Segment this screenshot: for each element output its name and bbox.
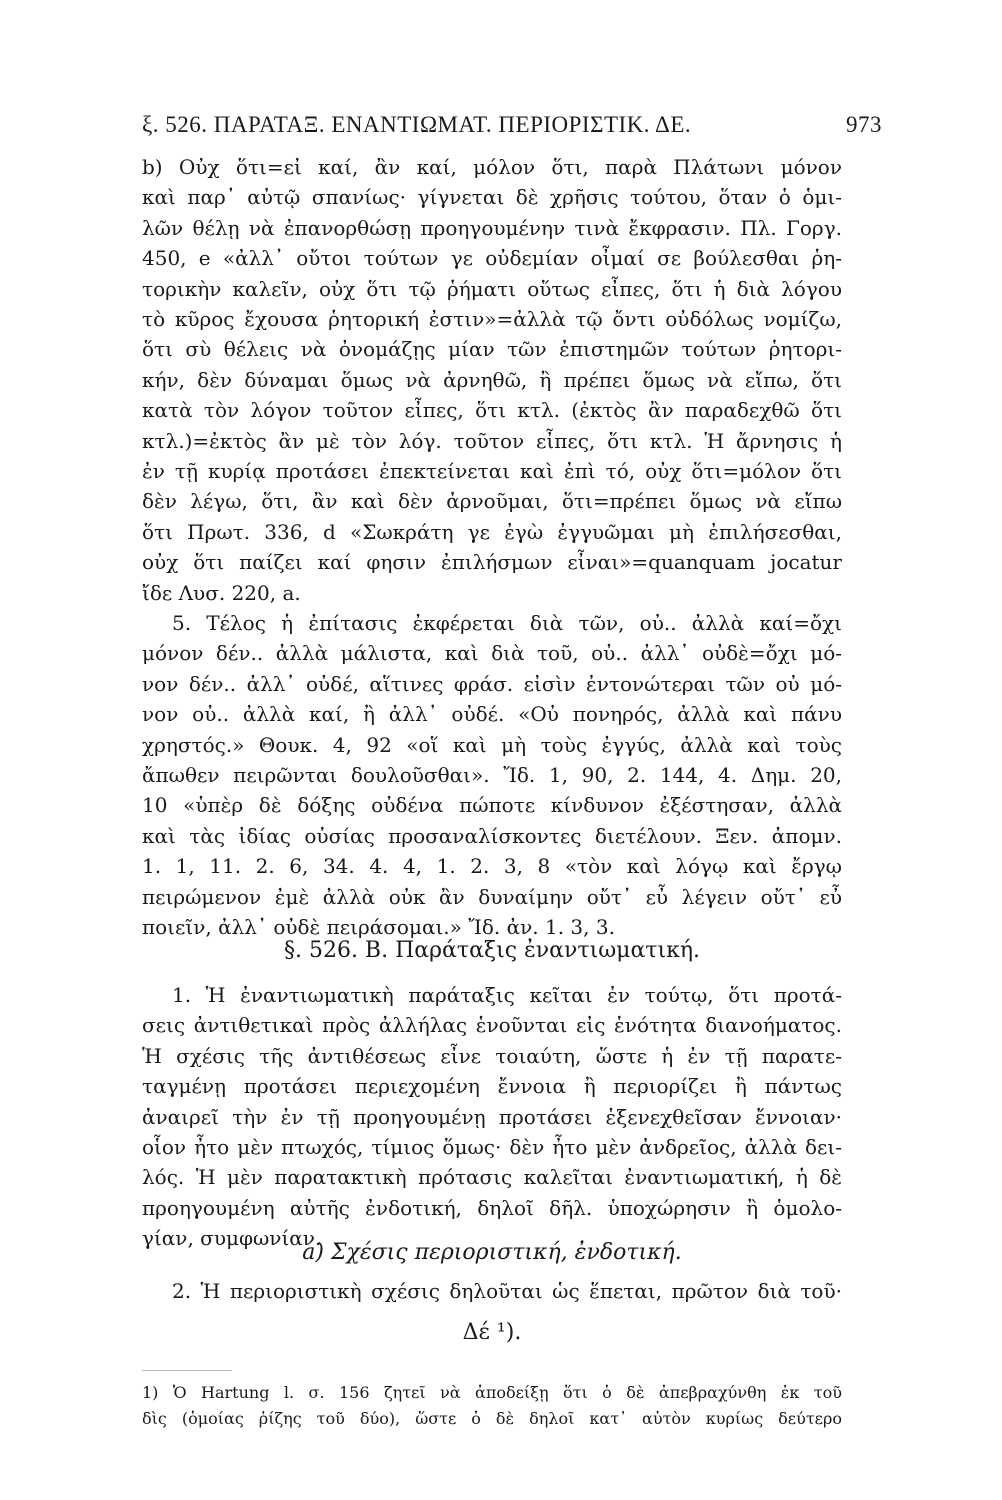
- text-line: δὲν λέγω, ὅτι, ἂν καὶ δὲν ἀρνοῦμαι, ὅτι=πρέπει ὅμως νὰ εἴπω: [142, 489, 842, 514]
- section-heading: §. 526. Β. Παράταξις ἐναντιωματική.: [283, 938, 701, 963]
- text-line: ὅτι σὺ θέλεις νὰ ὀνομάζῃς μίαν τῶν ἐπιστημῶν τούτων ῥητορι-: [142, 337, 842, 362]
- footnote-line: δὶς (ὁμοίας ῥίζης τοῦ δύο), ὥστε ὁ δὲ δηλοῖ κατ᾽ αὐτὸν κυρίως δεύτερο: [142, 1409, 842, 1428]
- text-line: λός. Ἡ μὲν παρατακτικὴ πρότασις καλεῖται ἐναντιωματική, ἡ δὲ: [142, 1165, 842, 1190]
- text-line: ὅτι Πρωτ. 336, d «Σωκράτη γε ἐγὼ ἐγγυῶμαι μὴ ἐπιλήσεσθαι,: [142, 519, 842, 544]
- text-line: σεις ἀντιθετικαὶ πρὸς ἀλλήλας ἑνοῦνται εἰς ἑνότητα διανοήματος.: [142, 1013, 842, 1038]
- text-line: οἷον ἦτο μὲν πτωχός, τίμιος ὅμως· δὲν ἦτο μὲν ἀνδρεῖος, ἀλλὰ δει-: [142, 1135, 842, 1160]
- text-line: καὶ τὰς ἰδίας οὐσίας προσαναλίσκοντες διετέλουν. Ξεν. ἀπομν.: [142, 823, 842, 848]
- footnote-line: 1) Ὁ Hartung l. σ. 156 ζητεῖ νὰ ἀποδείξῃ ὅτι ὁ δὲ ἀπεβραχύνθη ἐκ τοῦ: [142, 1383, 842, 1402]
- header-title: ξ. 526. ΠΑΡΑΤΑΞ. ΕΝΑΝΤΙΩΜΑΤ. ΠΕΡΙΟΡΙΣΤΙΚ. ΔΕ.: [142, 112, 692, 137]
- text-line: καὶ παρ᾽ αὐτῷ σπανίως· γίγνεται δὲ χρῆσις τούτου, ὅταν ὁ ὁμι-: [142, 185, 842, 210]
- text-line: μόνον δέν.. ἀλλὰ μάλιστα, καὶ διὰ τοῦ, οὐ.. ἀλλ᾽ οὐδὲ=ὄχι μό-: [142, 641, 842, 666]
- text-line: τὸ κῦρος ἔχουσα ῥητορική ἐστιν»=ἀλλὰ τῷ ὄντι οὐδόλως νομίζω,: [142, 307, 842, 332]
- footnote: [142, 1380, 842, 1432]
- text-line: 1. 1, 11. 2. 6, 34. 4. 4, 1. 2. 3, 8 «τὸν καὶ λόγῳ καὶ ἔργῳ: [142, 854, 842, 879]
- text-line: νον οὐ.. ἀλλὰ καί, ἢ ἀλλ᾽ οὐδέ. «Οὐ πονηρός, ἀλλὰ καὶ πάνυ: [142, 702, 842, 727]
- text-line: b) Οὐχ ὅτι=εἰ καί, ἂν καί, μόλον ὅτι, παρὰ Πλάτωνι μόνον: [142, 155, 842, 179]
- text-line: κήν, δὲν δύναμαι ὅμως νὰ ἀρνηθῶ, ἢ πρέπει ὅμως νὰ εἴπω, ὅτι: [142, 367, 842, 392]
- text-line: ἀναιρεῖ τὴν ἐν τῇ προηγουμένῃ προτάσει ἐξενεχθεῖσαν ἔννοιαν·: [142, 1104, 842, 1129]
- paragraph-b: [142, 152, 842, 608]
- text-line: λῶν θέλῃ νὰ ἐπανορθώσῃ προηγουμένην τινὰ ἔκφρασιν. Πλ. Γοργ.: [142, 215, 842, 240]
- text-line: Ἡ σχέσις τῆς ἀντιθέσεως εἶνε τοιαύτη, ὥστε ἡ ἐν τῇ παρατε-: [142, 1043, 842, 1068]
- paragraph-5: [142, 608, 842, 942]
- text-line: ποιεῖν, ἀλλ᾽ οὐδὲ πειράσομαι.» Ἴδ. ἀν. 1. 3, 3.: [142, 915, 615, 940]
- text-line: τορικὴν καλεῖν, οὐχ ὅτι τῷ ῥήματι οὕτως εἶπες, ὅτι ἡ διὰ λόγου: [142, 276, 842, 301]
- text-line: πειρώμενον ἐμὲ ἀλλὰ οὐκ ἂν δυναίμην οὔτ᾽ εὖ λέγειν οὔτ᾽ εὖ: [142, 884, 842, 909]
- page-number: 973: [846, 112, 882, 137]
- text-line: χρηστός.» Θουκ. 4, 92 «οἵ καὶ μὴ τοὺς ἐγγύς, ἀλλὰ καὶ τοὺς: [142, 732, 842, 757]
- paragraph-2: [142, 1276, 842, 1306]
- text-line: ταγμένῃ προτάσει περιεχομένη ἔννοια ἢ περιορίζει ἢ πάντως: [142, 1074, 842, 1099]
- text-line: 5. Τέλος ἡ ἐπίτασις ἐκφέρεται διὰ τῶν, οὐ.. ἀλλὰ καί=ὄχι: [172, 611, 842, 635]
- text-line: οὐχ ὅτι παίζει καί φησιν ἐπιλήσμων εἶναι»=quanquam jocatur: [142, 550, 842, 575]
- text-line: 450, e «ἀλλ᾽ οὔτοι τούτων γε οὐδεμίαν οἶμαί σε βούλεσθαι ῥη-: [142, 246, 842, 271]
- paragraph-1: [142, 980, 842, 1254]
- subheading: a) Σχέσις περιοριστική, ἐνδοτική.: [302, 1240, 682, 1265]
- footnote-rule: [142, 1370, 232, 1371]
- text-line: 10 «ὑπὲρ δὲ δόξης οὐδένα πώποτε κίνδυνον ἐξέστησαν, ἀλλὰ: [142, 793, 842, 818]
- text-line: κατὰ τὸν λόγον τοῦτον εἶπες, ὅτι κτλ. (ἐκτὸς ἂν παραδεχθῶ ὅτι: [142, 398, 842, 423]
- text-line: ἐν τῇ κυρίᾳ προτάσει ἐπεκτείνεται καὶ ἐπὶ τό, οὐχ ὅτι=μόλον ὅτι: [142, 459, 842, 484]
- text-line: 1. Ἡ ἐναντιωματικὴ παράταξις κεῖται ἐν τούτῳ, ὅτι προτά-: [172, 983, 842, 1007]
- text-line: γίαν, συμφωνίαν.: [142, 1226, 322, 1251]
- text-line: 2. Ἡ περιοριστικὴ σχέσις δηλοῦται ὡς ἕπεται, πρῶτον διὰ τοῦ·: [172, 1279, 842, 1303]
- text-line: προηγουμένη αὐτῆς ἐνδοτική, δηλοῖ δῆλ. ὑποχώρησιν ἢ ὁμολο-: [142, 1195, 842, 1220]
- text-line: κτλ.)=ἐκτὸς ἂν μὲ τὸν λόγ. τοῦτον εἶπες, ὅτι κτλ. Ἡ ἄρνησις ἡ: [142, 428, 842, 453]
- text-line: ἄπωθεν πειρῶνται δουλοῦσθαι». Ἴδ. 1, 90, 2. 144, 4. Δημ. 20,: [142, 763, 842, 788]
- running-header: [142, 112, 882, 138]
- text-line: ἴδε Λυσ. 220, a.: [142, 580, 301, 605]
- text-line: νον δέν.. ἀλλ᾽ οὐδέ, αἵτινες φράσ. εἰσὶν ἐντονώτεραι τῶν οὐ μό-: [142, 671, 842, 696]
- de-line: Δέ ¹).: [462, 1320, 522, 1345]
